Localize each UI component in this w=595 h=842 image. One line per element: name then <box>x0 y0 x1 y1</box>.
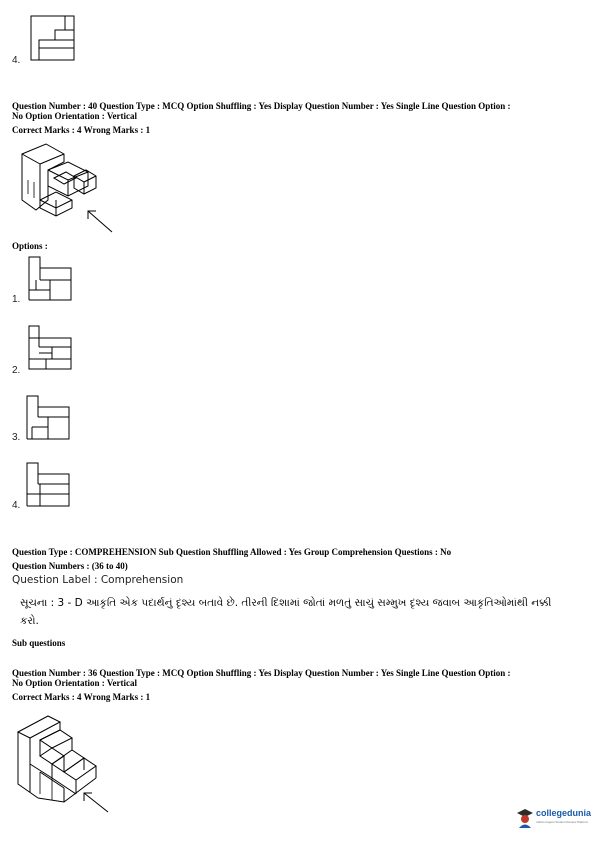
comprehension-question-numbers: Question Numbers : (36 to 40) <box>12 561 128 571</box>
q40-options-label: Options : <box>12 241 48 251</box>
top-option-number: 4. <box>12 55 21 66</box>
top-option-4-figure <box>30 14 76 62</box>
watermark-brand: collegedunia <box>536 808 592 818</box>
instruction-line-2: કરો. <box>20 615 39 627</box>
q36-header <box>12 668 590 688</box>
q40-header <box>12 101 590 121</box>
q36-marks: Correct Marks : 4 Wrong Marks : 1 <box>12 692 151 702</box>
q40-option-1-figure[interactable] <box>28 256 74 302</box>
q36-arrow-icon <box>82 790 110 814</box>
q40-option-2-number[interactable]: 2. <box>12 365 21 376</box>
sub-questions-heading: Sub questions <box>12 638 66 648</box>
q40-option-1-number[interactable]: 1. <box>12 294 21 305</box>
q40-arrow-icon <box>86 208 114 234</box>
instruction-line-1: સૂચના : 3 - D આકૃતિ એક પદાર્થનું દૃશ્ય બતાવે છે. તીરની દિશામાં જોતાં મળતું સાચું સમ્મુખ દૃશ્ય જવાબ આકૃતિઓમાંથી નક્કી <box>20 597 552 609</box>
comprehension-label: Question Label : Comprehension <box>12 574 184 586</box>
watermark-tagline: India's largest Student Review Platform <box>536 820 589 824</box>
q40-option-3-figure[interactable] <box>26 395 72 441</box>
q40-header-line1: Question Number : 40 Question Type : MCQ Option Shuffling : Yes Display Question Number : Yes Single Line Question Option : <box>12 101 511 111</box>
q40-header-line2: No Option Orientation : Vertical <box>12 111 137 121</box>
collegedunia-watermark <box>516 806 590 832</box>
graduate-icon <box>516 808 534 828</box>
q36-header-line1: Question Number : 36 Question Type : MCQ Option Shuffling : Yes Display Question Number : Yes Single Line Question Option : <box>12 668 511 678</box>
q40-option-4-figure[interactable] <box>26 462 72 508</box>
q40-option-4-number[interactable]: 4. <box>12 500 21 511</box>
comprehension-header: Question Type : COMPREHENSION Sub Question Shuffling Allowed : Yes Group Comprehension Questions : No <box>12 547 452 557</box>
q36-header-line2: No Option Orientation : Vertical <box>12 678 137 688</box>
q40-option-2-figure[interactable] <box>28 325 74 371</box>
comprehension-instruction <box>20 594 585 630</box>
q40-option-3-number[interactable]: 3. <box>12 432 21 443</box>
q40-marks: Correct Marks : 4 Wrong Marks : 1 <box>12 125 151 135</box>
